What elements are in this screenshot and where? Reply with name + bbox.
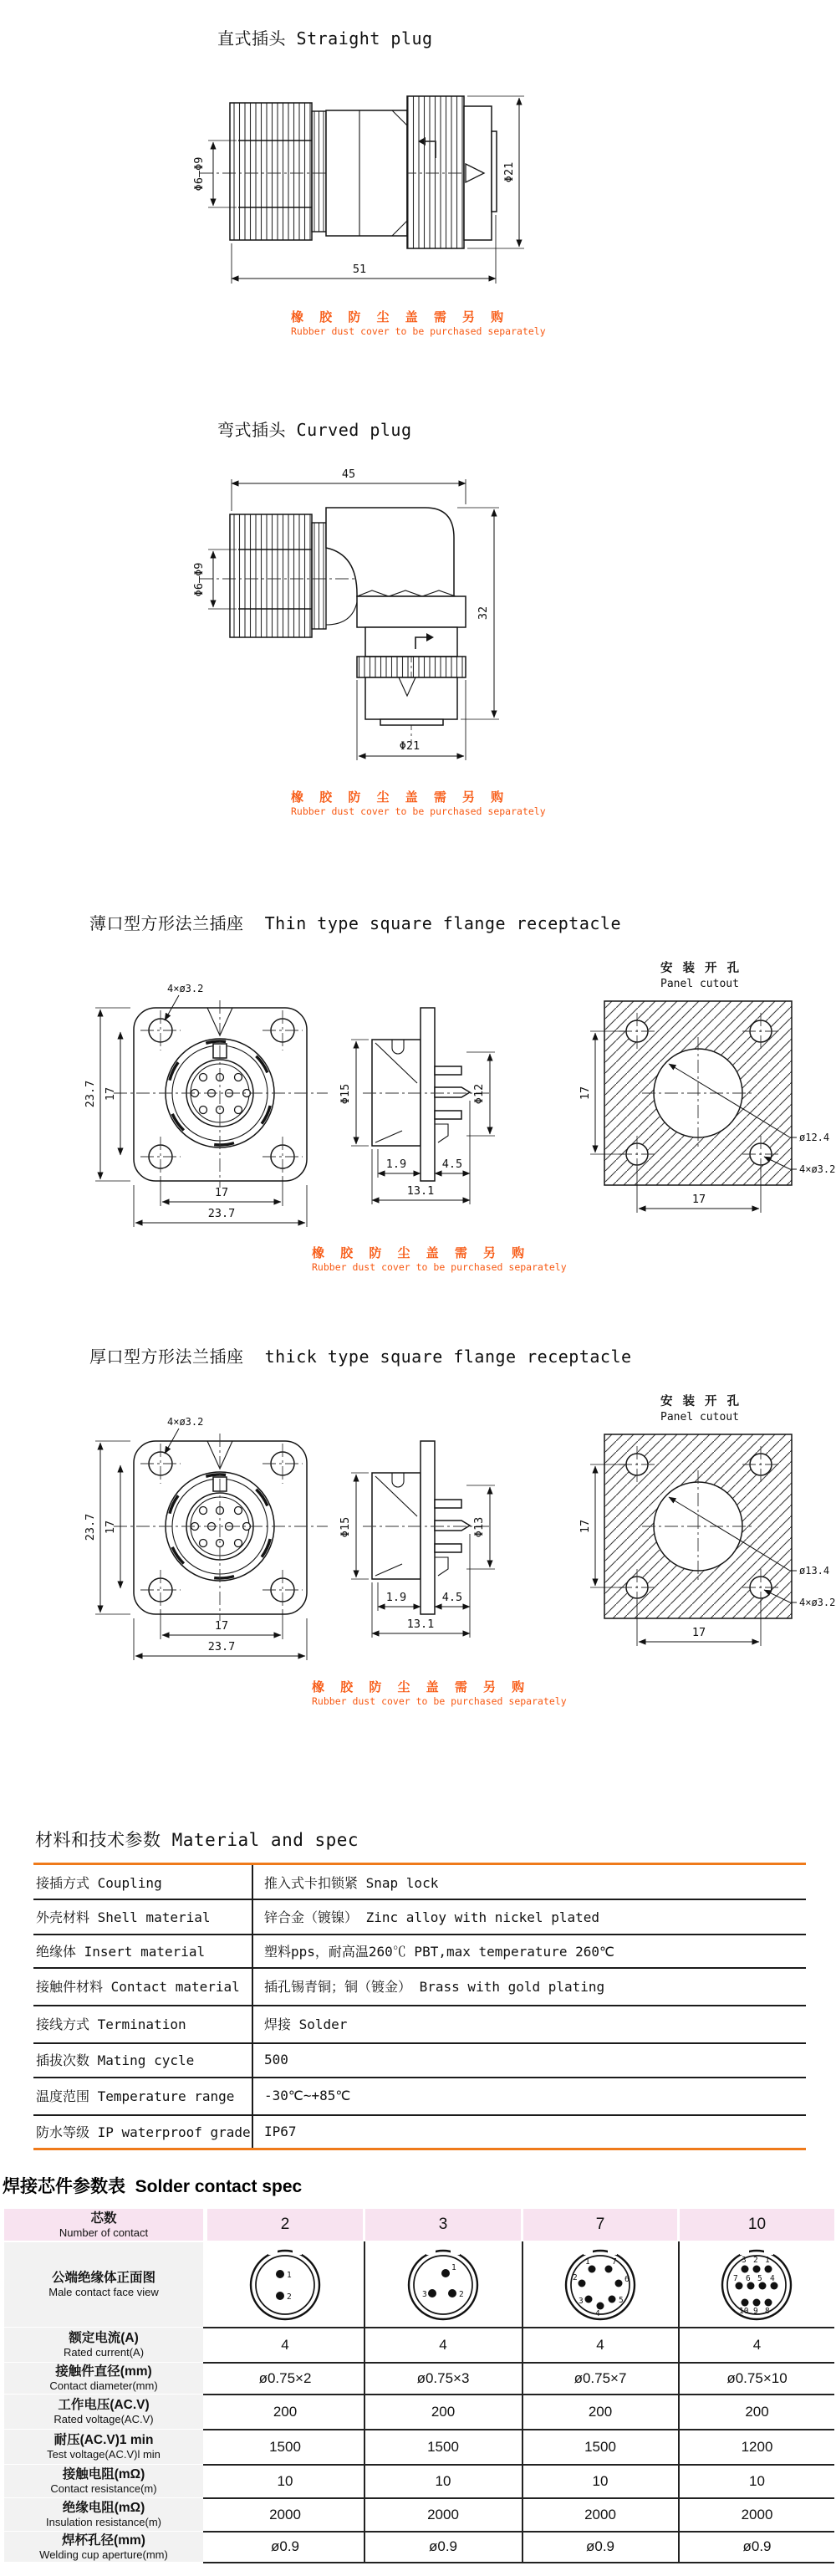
row-label-contact-resistance: 接触电阻(mΩ) Contact resistance(m)	[4, 2465, 203, 2497]
note-zh: 橡 胶 防 尘 盖 需 另 购	[291, 310, 510, 325]
dim-outer-height: 23.7	[84, 1080, 97, 1108]
receptacle-side-body	[372, 1473, 421, 1579]
dim-boss-diameter: Φ13	[472, 1516, 486, 1538]
svg-text:2: 2	[753, 2256, 758, 2265]
cable-gland	[230, 103, 312, 240]
dim-inner-height: 17	[104, 1086, 117, 1101]
curved-plug-title	[217, 417, 412, 441]
dim-inner-width: 17	[214, 1619, 229, 1633]
dim-body-diameter: Φ15	[339, 1516, 352, 1538]
svg-text:2: 2	[287, 2292, 292, 2302]
header-zh: 芯数	[90, 2211, 117, 2226]
note-zh: 橡 胶 防 尘 盖 需 另 购	[312, 1246, 531, 1260]
solder-title-en: Solder contact spec	[135, 2177, 303, 2196]
row-value: 塑料pps，耐高温260℃ PBT,max temperature 260℃	[264, 1943, 614, 1960]
label-cutout-diameter: ø12.4	[799, 1132, 830, 1143]
cutout-title-en: Panel cutout	[660, 978, 739, 990]
dust-cover-note-3	[312, 1247, 567, 1273]
cell-value: 2000	[584, 2506, 616, 2522]
cell-value: 1500	[427, 2438, 459, 2455]
row-label-rated-current: 额定电流(A) Rated current(A)	[4, 2328, 203, 2362]
knurled-band	[357, 657, 466, 677]
table-row	[33, 2042, 806, 2077]
dim-outer-width: 23.7	[207, 1640, 236, 1653]
dust-cover-note-1	[291, 311, 546, 337]
cutout-title-zh: 安 装 开 孔	[660, 962, 743, 975]
thread-neck	[312, 523, 326, 629]
material-spec-title: 材料和技术参数 Material and spec	[35, 1830, 359, 1850]
cell-value: 10	[749, 2472, 765, 2489]
thin-receptacle-title-en: Thin type square flange receptacle	[264, 913, 621, 933]
table-row	[33, 2077, 806, 2114]
dim-cutout-height: 17	[579, 1086, 592, 1101]
plug-body	[326, 110, 407, 236]
face-diagram-7pin	[558, 2243, 642, 2327]
table-row	[33, 2005, 806, 2042]
svg-text:1: 1	[451, 2263, 456, 2272]
face-diagram-3pin	[401, 2243, 485, 2327]
row-value: 推入式卡扣锁紧 Snap lock	[264, 1874, 439, 1891]
label-cutout-screws: 4×ø3.2	[799, 1163, 836, 1175]
note-zh: 橡 胶 防 尘 盖 需 另 购	[312, 1680, 531, 1694]
dim-total: 13.1	[406, 1618, 435, 1631]
svg-text:3: 3	[579, 2297, 584, 2306]
solder-spec-title	[3, 2173, 302, 2198]
cell-value: 2000	[741, 2506, 773, 2522]
solder-spec-table	[4, 2209, 834, 2563]
row-value: 500	[264, 2052, 288, 2067]
cell-value: 4	[752, 2336, 762, 2353]
row-label-insulation-resistance: 绝缘电阻(mΩ) Insulation resistance(m)	[4, 2498, 203, 2531]
straight-plug-title-zh: 直式插头	[217, 28, 286, 49]
dim-cutout-height: 17	[579, 1519, 592, 1534]
face-diagram-10pin	[715, 2243, 798, 2327]
row-value: 焊接 Solder	[264, 2016, 348, 2032]
table-row	[33, 1899, 806, 1934]
row-value: IP67	[264, 2123, 297, 2139]
svg-text:6: 6	[746, 2274, 751, 2283]
dim-diameter: Φ21	[502, 161, 516, 183]
dim-cutout-width: 17	[691, 1626, 706, 1639]
label-screw-holes: 4×ø3.2	[167, 1416, 204, 1428]
thick-receptacle-title	[89, 1343, 632, 1367]
row-label-rated-voltage: 工作电压(AC.V) Rated voltage(AC.V)	[4, 2395, 203, 2429]
face-view-label	[4, 2242, 203, 2327]
straight-plug-drawing	[188, 46, 531, 289]
dim-cable-diameter: Φ6—Φ9	[192, 562, 206, 597]
cell-value: 10	[435, 2472, 451, 2489]
table-row	[33, 1865, 806, 1899]
neck-ring	[365, 627, 457, 657]
cell-value: 4	[596, 2336, 604, 2353]
row-label: 接插方式 Coupling	[36, 1874, 162, 1891]
thick-receptacle-drawing	[84, 1387, 836, 1671]
thin-receptacle-title	[89, 910, 621, 934]
table-bottom-rule	[33, 2148, 806, 2150]
dim-length: 51	[352, 263, 367, 276]
material-spec-table	[33, 1863, 806, 2150]
cell-value: 2000	[269, 2506, 301, 2522]
solder-pins-side	[435, 1521, 470, 1531]
row-label: 防水等级 IP waterproof grade	[36, 2124, 251, 2140]
row-label: 绝缘体 Insert material	[36, 1943, 206, 1960]
header-number-of-contact	[4, 2209, 203, 2241]
flange-side	[421, 1441, 435, 1614]
dim-depth: 4.5	[441, 1158, 463, 1171]
note-en: Rubber dust cover to be purchased separately	[312, 1695, 567, 1707]
svg-text:3: 3	[422, 2290, 427, 2299]
dust-cover-note-2	[291, 791, 546, 817]
dim-total: 13.1	[406, 1184, 435, 1198]
dim-gap: 1.9	[385, 1591, 407, 1604]
svg-text:10: 10	[739, 2307, 749, 2316]
dim-diameter: Φ21	[399, 739, 421, 753]
solder-pins-side	[435, 1087, 470, 1097]
cell-value: 10	[277, 2472, 293, 2489]
cell-value: 1500	[584, 2438, 616, 2455]
svg-text:7: 7	[733, 2274, 738, 2283]
row-label-contact-diameter: 接触件直径(mm) Contact diameter(mm)	[4, 2363, 203, 2394]
header-col-2: 2	[207, 2209, 363, 2241]
dim-inner-height: 17	[104, 1520, 117, 1535]
cell-value: 1500	[269, 2438, 301, 2455]
dim-gap: 1.9	[385, 1158, 407, 1171]
receptacle-side-body	[372, 1040, 421, 1146]
svg-text:4: 4	[770, 2274, 775, 2283]
svg-text:7: 7	[612, 2257, 617, 2267]
header-col-7: 7	[523, 2209, 677, 2241]
cell-value: 200	[431, 2403, 456, 2420]
thin-receptacle-title-zh: 薄口型方形法兰插座	[89, 913, 244, 933]
curved-plug-drawing	[188, 447, 531, 824]
cell-value: ø0.75×2	[258, 2369, 312, 2386]
cell-value: 4	[281, 2336, 289, 2353]
cell-value: ø0.9	[270, 2538, 300, 2554]
row-value: -30℃~+85℃	[264, 2088, 351, 2103]
cutout-title-zh: 安 装 开 孔	[660, 1395, 743, 1408]
thin-receptacle-drawing	[84, 953, 836, 1238]
header-col-10: 10	[680, 2209, 834, 2241]
svg-text:5: 5	[757, 2274, 762, 2283]
face-diagram-2pin	[243, 2243, 327, 2327]
note-en: Rubber dust cover to be purchased separately	[291, 325, 546, 337]
cell-value: ø0.75×3	[416, 2369, 470, 2386]
svg-text:2: 2	[573, 2273, 578, 2282]
note-en: Rubber dust cover to be purchased separately	[291, 805, 546, 817]
row-label: 外壳材料 Shell material	[36, 1909, 211, 1925]
table-row	[33, 1967, 806, 2005]
cell-value: ø0.9	[585, 2538, 615, 2554]
svg-text:8: 8	[765, 2307, 770, 2316]
flange-side	[421, 1008, 435, 1181]
row-label: 温度范围 Temperature range	[36, 2088, 235, 2104]
cell-value: 200	[588, 2403, 613, 2420]
row-label: 插拔次数 Mating cycle	[36, 2052, 195, 2068]
svg-text:1: 1	[765, 2256, 770, 2265]
cell-value: 10	[592, 2472, 609, 2489]
dim-height: 32	[477, 606, 490, 621]
curved-plug-title-en: Curved plug	[296, 420, 412, 440]
row-value: 插孔锡青铜；铜（镀金） Brass with gold plating	[264, 1979, 605, 1995]
cell-value: 200	[745, 2403, 769, 2420]
curved-plug-title-zh: 弯式插头	[217, 420, 286, 440]
note-zh: 橡 胶 防 尘 盖 需 另 购	[291, 790, 510, 805]
header-en: Number of contact	[59, 2226, 149, 2239]
svg-text:5: 5	[619, 2296, 624, 2305]
svg-text:4: 4	[595, 2309, 600, 2318]
dim-width: 45	[341, 468, 356, 481]
cell-value: 1200	[741, 2438, 773, 2455]
cutout-title-en: Panel cutout	[660, 1411, 739, 1423]
header-col-3: 3	[365, 2209, 521, 2241]
row-label: 接触件材料 Contact material	[36, 1979, 240, 1995]
dim-body-diameter: Φ15	[339, 1083, 352, 1105]
note-en: Rubber dust cover to be purchased separately	[312, 1261, 567, 1273]
cell-value: 2000	[427, 2506, 459, 2522]
dim-outer-height: 23.7	[84, 1513, 97, 1541]
svg-text:3: 3	[742, 2256, 747, 2265]
label-cutout-diameter: ø13.4	[799, 1565, 830, 1577]
thread-neck	[312, 111, 326, 232]
cell-value: ø0.75×7	[573, 2369, 627, 2386]
svg-text:1: 1	[287, 2271, 292, 2280]
cable-gland	[230, 514, 312, 637]
cell-value: ø0.9	[742, 2538, 772, 2554]
hex-collar	[357, 596, 466, 627]
table-row	[33, 1934, 806, 1967]
end-cap	[365, 677, 457, 719]
cell-value: 4	[439, 2336, 447, 2353]
elbow-body	[326, 508, 454, 596]
row-value: 锌合金（镀镍） Zinc alloy with nickel plated	[264, 1909, 599, 1925]
thick-receptacle-title-en: thick type square flange receptacle	[264, 1347, 632, 1367]
svg-text:6: 6	[624, 2275, 630, 2284]
solder-title-zh: 焊接芯件参数表	[3, 2177, 125, 2196]
row-label-test-voltage: 耐压(AC.V)1 min Test voltage(AC.V)l min	[4, 2430, 203, 2464]
svg-text:2: 2	[459, 2290, 464, 2299]
label-cutout-screws: 4×ø3.2	[799, 1597, 836, 1608]
dim-inner-width: 17	[214, 1186, 229, 1199]
label-screw-holes: 4×ø3.2	[167, 983, 204, 994]
svg-text:1: 1	[585, 2257, 590, 2267]
table-row	[33, 2114, 806, 2148]
straight-plug-title-en: Straight plug	[296, 28, 433, 49]
dim-depth: 4.5	[441, 1591, 463, 1604]
cell-value: 200	[273, 2403, 298, 2420]
thick-receptacle-title-zh: 厚口型方形法兰插座	[89, 1347, 244, 1367]
dim-outer-width: 23.7	[207, 1207, 236, 1220]
dust-cover-note-4	[312, 1681, 567, 1707]
svg-text:9: 9	[753, 2307, 758, 2316]
face-label-en: Male contact face view	[48, 2286, 159, 2299]
cell-value: ø0.75×10	[726, 2369, 788, 2386]
row-label-welding-cup: 焊杯孔径(mm) Welding cup aperture(mm)	[4, 2532, 203, 2562]
dim-cutout-width: 17	[691, 1193, 706, 1206]
cell-value: ø0.9	[428, 2538, 458, 2554]
face-label-zh: 公端绝缘体正面图	[51, 2271, 155, 2286]
dim-boss-diameter: Φ12	[472, 1083, 486, 1105]
coupling-ring	[407, 96, 464, 248]
dim-cable-diameter: Φ6—Φ9	[192, 156, 206, 192]
row-label: 接线方式 Termination	[36, 2016, 186, 2032]
